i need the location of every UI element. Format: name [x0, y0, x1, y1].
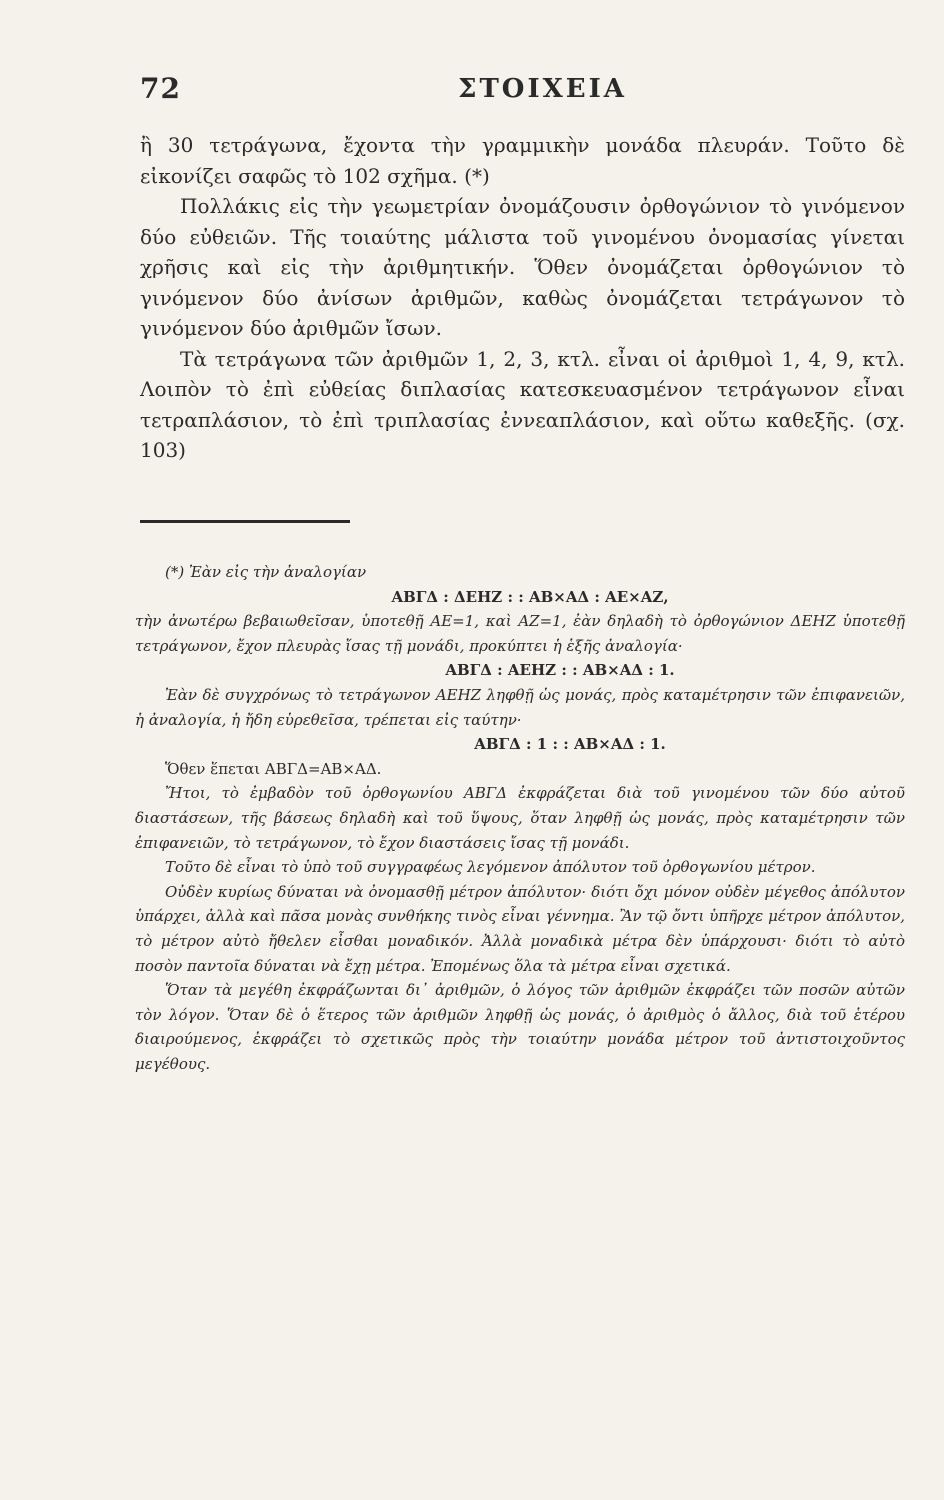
footnote-text-1: τὴν ἀνωτέρω βεβαιωθεῖσαν, ὑποτεθῇ ΑΕ=1, καὶ ΑΖ=1, ἐὰν δηλαδὴ τὸ ὀρθογώνιον ΔΕΗΖ ὑποτεθῇ τετράγωνον, ἔχον πλευρὰς ἴσας τῇ μονάδι, προκύπτει ἡ ἑξῆς ἀναλογία· — [135, 612, 905, 655]
footnote-text-2: Ἐὰν δὲ συγχρόνως τὸ τετράγωνον ΑΕΗΖ ληφθῇ ὡς μονάς, πρὸς καταμέτρησιν τῶν ἐπιφανειῶν, ἡ ἀναλογία, ἡ ἤδη εὑρεθεῖσα, τρέπεται εἰς ταύτην· — [135, 685, 905, 729]
main-paragraph-1: ἢ 30 τετράγωνα, ἔχοντα τὴν γραμμικὴν μονάδα πλευράν. Τοῦτο δὲ εἰκονίζει σαφῶς τὸ 102 σχῆμα. (*) — [140, 133, 905, 188]
page-number: 72 — [140, 72, 181, 105]
footnote-text-6: Οὐδὲν κυρίως δύναται νὰ ὀνομασθῇ μέτρον ἀπόλυτον· διότι ὄχι μόνον οὐδὲν μέγεθος ἀπόλυτον ὑπάρχει, ἀλλὰ καὶ πᾶσα μονὰς συνθήκης τινὸς εἶναι γέννημα. Ἂν τῷ ὄντι ὑπῆρχε μέτρον ἀπόλυτον, τὸ μέτρον αὐτὸ ἤθελεν εἶσθαι μοναδικόν. Ἀλλὰ μοναδικὰ μέτρα δὲν ὑπάρχουσι· διότι τὸ αὐτὸ ποσὸν παντοῖα δύναται νὰ ἔχῃ μέτρα. Ἐπομένως ὅλα τὰ μέτρα εἶναι σχετικά. — [135, 882, 905, 975]
footnote-divider — [140, 520, 350, 523]
footnote-formula-3: ΑΒΓΔ : 1 : : ΑΒ×ΑΔ : 1. — [474, 735, 666, 754]
footnote-text-7: Ὅταν τὰ μεγέθη ἐκφράζωνται δι᾽ ἀριθμῶν, ὁ λόγος τῶν ἀριθμῶν ἐκφράζει τῶν ποσῶν αὐτῶν τὸν λόγον. Ὅταν δὲ ὁ ἕτερος τῶν ἀριθμῶν ληφθῇ ὡς μονάς, ὁ ἀριθμὸς ὁ ἄλλος, διὰ τοῦ ἑτέρου διαιρούμενος, ἐκφράζει τὸ σχετικῶς πρὸς τὴν τοιαύτην μονάδα μέτρον τοῦ ἀντιστοιχοῦντος μεγέθους. — [135, 981, 905, 1073]
footnote-formula-2: ΑΒΓΔ : ΑΕΗΖ : : ΑΒ×ΑΔ : 1. — [445, 661, 675, 680]
page-header — [140, 72, 905, 112]
running-title: ΣΤΟΙΧΕΙΑ — [458, 74, 627, 104]
footnote-text-3: Ὅθεν ἕπεται ΑΒΓΔ=ΑΒ×ΑΔ. — [165, 759, 382, 778]
footnote — [135, 560, 905, 1076]
main-paragraph-2: Πολλάκις εἰς τὴν γεωμετρίαν ὀνομάζουσιν ὀρθογώνιον τὸ γινόμενον δύο εὐθειῶν. Τῆς τοιαύτης μάλιστα τοῦ γινομένου ὀνομασίας γίνεται χρῆσις καὶ εἰς τὴν ἀριθμητικήν. Ὅθεν ὀνομάζεται ὀρθογώνιον τὸ γινόμενον δύο ἀνίσων ἀριθμῶν, καθὼς ὀνομάζεται τετράγωνον τὸ γινόμενον δύο ἀριθμῶν ἴσων. — [140, 194, 905, 340]
footnote-intro: (*) Ἐὰν εἰς τὴν ἀναλογίαν — [165, 563, 367, 581]
main-paragraph-3: Τὰ τετράγωνα τῶν ἀριθμῶν 1, 2, 3, κτλ. εἶναι οἱ ἀριθμοὶ 1, 4, 9, κτλ. Λοιπὸν τὸ ἐπὶ εὐθείας διπλασίας κατεσκευασμένον τετράγωνον εἶναι τετραπλάσιον, τὸ ἐπὶ τριπλασίας ἐννεαπλάσιον, καὶ οὕτω καθεξῆς. (σχ. 103) — [140, 346, 905, 462]
footnote-text-4: Ἤτοι, τὸ ἐμβαδὸν τοῦ ὀρθογωνίου ΑΒΓΔ ἐκφράζεται διὰ τοῦ γινομένου τῶν δύο αὐτοῦ διαστάσεων, τῆς βάσεως δηλαδὴ καὶ τοῦ ὕψους, ὅταν ληφθῇ ὡς μονάς, πρὸς καταμέτρησιν τῶν ἐπιφανειῶν, τὸ τετράγωνον, τὸ ἔχον διαστάσεις ἴσας τῇ μονάδι. — [135, 784, 905, 852]
main-body-text — [140, 130, 905, 466]
footnote-formula-1: ΑΒΓΔ : ΔΕΗΖ : : ΑΒ×ΑΔ : ΑΕ×ΑΖ, — [391, 587, 669, 606]
footnote-text-5: Τοῦτο δὲ εἶναι τὸ ὑπὸ τοῦ συγγραφέως λεγόμενον ἀπόλυτον τοῦ ὀρθογωνίου μέτρον. — [165, 858, 816, 877]
